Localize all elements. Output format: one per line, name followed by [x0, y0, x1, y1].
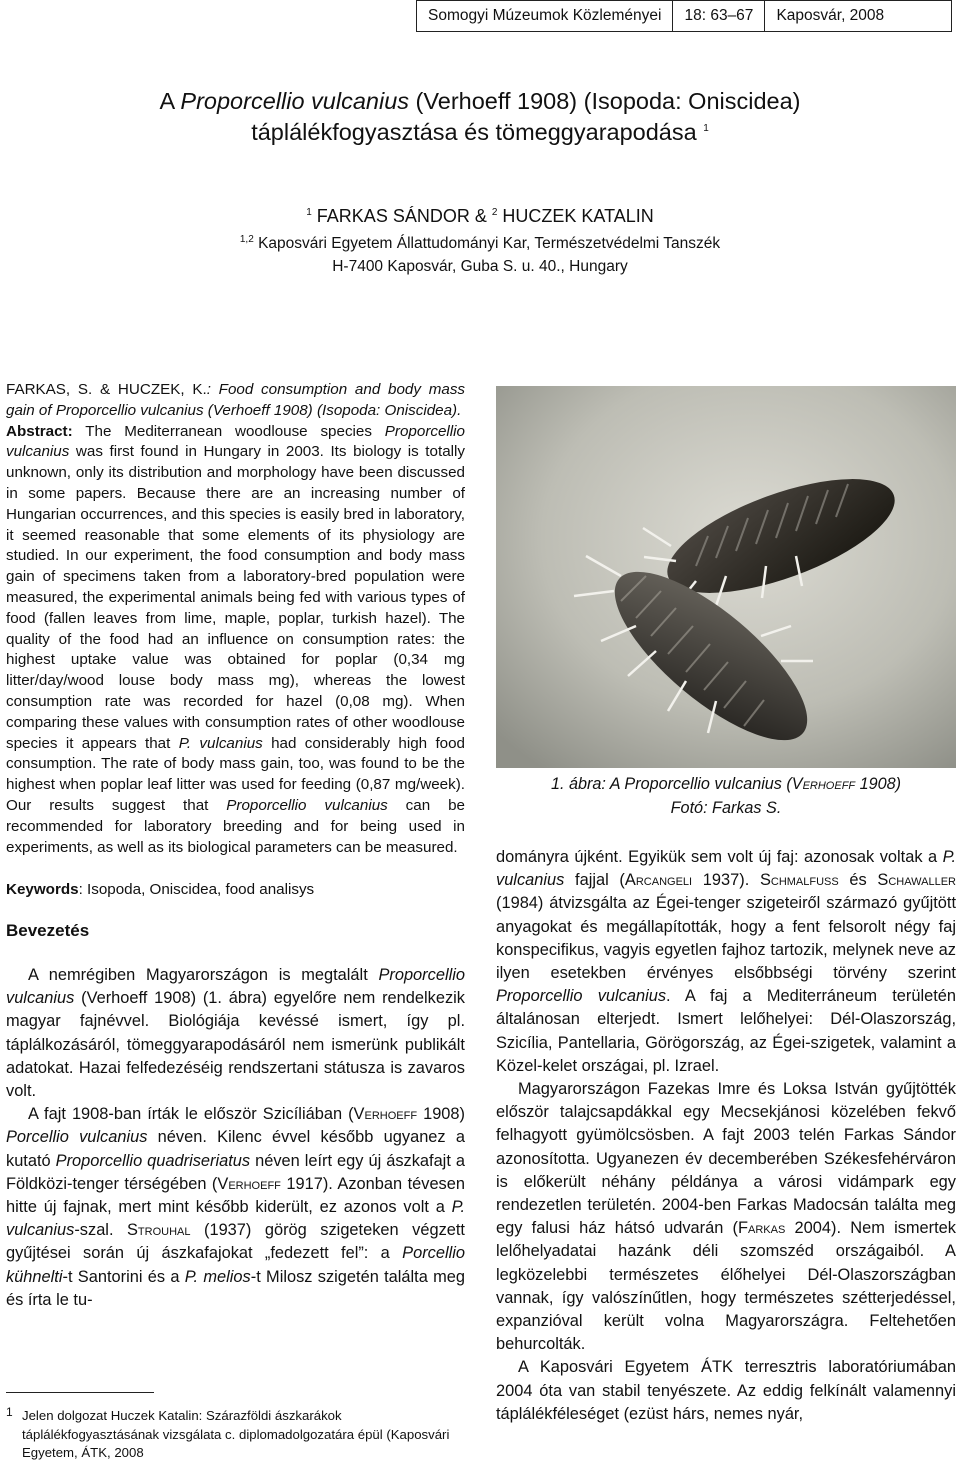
- author2-name: HUCZEK KATALIN: [502, 206, 654, 226]
- intro-p1-species: Proporcellio vulcanius: [6, 965, 465, 1008]
- figure-caption: [496, 772, 956, 820]
- intro-p2-species-3: P. vulcanius: [6, 1197, 465, 1240]
- right-p1-text-b: fajjal (: [564, 871, 625, 890]
- intro-p2-text-f: -szal.: [74, 1221, 127, 1240]
- right-p2-text-a: Magyarországon Fazekas Imre és Loksa István gyűjtötték először talajcsapdákkal egy Mecsekjánosi közelében fekvő felhagyott gyümölcsösben. A fajt 2003 telén Farkas Sándor azonosította. Ugyanezen év decemberében Székesfehérváron is előkerült néhány példánya a városi vidámpark egy rendezetlen területén. 2004-ben Farkas Madocsán találta meg egy falusi ház hátsó udvarán (: [496, 1080, 956, 1238]
- right-p1-text-e: (1984) átvizsgálta az Égei-tenger szigeteiről származó gyűjtött anyagokat és megállapították, hogy a fent felsorolt négy faj konspecifikus, vagyis egyetlen fajhoz tartozik, melynek neve az ilyen esetekben érvényes elsőbbségi törvény szerint: [496, 894, 956, 983]
- journal-volume: 18: 63–67: [672, 1, 764, 31]
- abstract-label: Abstract:: [6, 422, 73, 440]
- citation-title: : Food consumption and body mass gain of Proporcellio vulcanius (Verhoeff 1908) (Isopoda: Oniscidea).: [6, 381, 466, 419]
- right-p2-author: Farkas: [738, 1219, 786, 1238]
- author1-name: FARKAS SÁNDOR &: [316, 206, 492, 226]
- title-species: Proporcellio vulcanius: [180, 88, 410, 114]
- affiliation-line1: Kaposvári Egyetem Állattudományi Kar, Természetvédelmi Tanszék: [253, 235, 721, 252]
- authors: [60, 206, 900, 227]
- intro-p2-text-d: néven leírt egy új ászkafajt a Földközi-tenger térségében (: [6, 1151, 465, 1193]
- abstract-italic-3: Proporcellio vulcanius: [226, 796, 388, 814]
- right-p1-author-1: Arcangeli: [624, 871, 693, 890]
- intro-text: [6, 964, 465, 1312]
- affiliation: [60, 232, 900, 278]
- right-p1-text-d: és: [838, 871, 878, 890]
- abstract-text-4: can be recommended for laboratory breeding and for being used in experiments, as well as its biological parameters can be measured.: [6, 796, 465, 856]
- woodlouse-illustration: [496, 386, 956, 768]
- journal-name: Somogyi Múzeumok Közleményei: [428, 7, 662, 24]
- right-p2-text-b: 2004). Nem ismertek lelőhelyadatai hazánk déli szomszéd országaiból. A legközelebbi természetes élőhelyei Dél-Olaszországban vannak, így valószínűtlen, hogy természetes szétterjedéssel, expanzióval került volna Magyarországra. Feltehetően behurcolták.: [496, 1219, 956, 1354]
- title-footnote-mark: 1: [703, 123, 709, 135]
- intro-p2-species-4: Porcellio kühnelti: [6, 1244, 465, 1286]
- intro-paragraph-1: [6, 964, 465, 1103]
- intro-p2-text-c: néven. Kilenc évvel később ugyanez a kutató: [6, 1128, 465, 1170]
- author2-sup: 2: [491, 207, 498, 218]
- caption-author: Verhoeff: [791, 775, 856, 793]
- right-p1-species-1: P. vulcanius: [496, 848, 956, 890]
- title-line2: táplálékfogyasztása és tömeggyarapodása: [251, 119, 697, 145]
- abstract-text-3: had considerably high food consumption. The rate of body mass gain, too, was found to be the highest when poplar leaf litter was used for feeding (0,87 mg/week). Our results suggest that: [6, 734, 466, 814]
- right-p1-text-c: 1937).: [692, 871, 760, 890]
- left-column: [6, 380, 465, 1312]
- intro-p2-text-g: (1937) görög szigeteken végzett gyűjtései során új ászkafajokat „fedezett fel”: a: [6, 1221, 465, 1263]
- footnote-number: 1: [6, 1405, 13, 1419]
- abstract-italic-1: Proporcellio vulcanius: [6, 422, 465, 461]
- abstract-citation: [6, 380, 465, 422]
- keywords-text: : Isopoda, Oniscidea, food analisys: [78, 881, 315, 899]
- right-p1-author-3: Schawaller: [877, 871, 956, 890]
- intro-p2-text-h: -t Santorini és a: [62, 1267, 185, 1286]
- abstract-text-2: was first found in Hungary in 2003. Its biology is totally unknown, only its distribution and morphology have been discussed in some papers. Because there are an increasing number of Hungarian occurrences, and this species is easily bred in laboratory, it seemed reasonable that some elements of its physiology are studied. In our experiment, the food consumption and body mass gain of specimens taken from a laboratory-bred population were measured, the experimental animals being fed with various types of food (fallen leaves from lime, maple, poplar, turkish hazel). The quality of the food had an influence on consumption rates: the highest uptake value was obtained for poplar (0,34 mg litter/day/wood louse body mass mg), whereas the lowest consumption rate was recorded for hazel (0,08 mg). When comparing these values with consumption rates of other woodlouse species it appears that: [6, 443, 465, 752]
- right-paragraph-2: [496, 1078, 956, 1356]
- intro-p2-author-2: Verhoeff: [217, 1174, 281, 1193]
- intro-p2-species-5: P. melios: [184, 1267, 251, 1286]
- caption-text-b: 1908): [855, 775, 902, 793]
- intro-p2-species-2: Proporcellio quadriseriatus: [55, 1151, 251, 1170]
- abstract: [6, 422, 465, 859]
- right-paragraph-3: A Kaposvári Egyetem ÁTK terresztris laboratóriumában 2004 óta van stabil tenyészete. Az eddig felkínált valamennyi táplálékféleséget (ezüst hárs, nemes nyár,: [496, 1358, 956, 1423]
- right-p1-author-2: Schmalfuss: [759, 871, 839, 890]
- title-prefix: A: [159, 88, 181, 114]
- intro-p1-text-b: (Verhoeff 1908) (1. ábra) egyelőre nem rendelkezik magyar fajnévvel. Biológiája kevéssé ismert, így pl. táplálkozásáról, tömeggyarapodásáról nem ismerünk publikált adatokat. Hazai felfedezéséig rendszertani státusza is zavaros volt.: [6, 989, 465, 1100]
- footnote: [6, 1407, 465, 1463]
- intro-p2-species-1: Porcellio vulcanius: [6, 1128, 148, 1147]
- intro-p1-text-a: A nemrégiben Magyarországon is megtalált: [28, 965, 379, 984]
- right-p1-text-a: dományra újként. Egyikük sem volt új faj: azonosak voltak a: [496, 848, 943, 866]
- section-heading: Bevezetés: [6, 921, 90, 941]
- intro-p2-author-3: Strouhal: [127, 1221, 191, 1240]
- intro-p2-text-a: A fajt 1908-ban írták le először Szicíliában (: [28, 1105, 354, 1124]
- right-paragraph-1: [496, 846, 956, 1078]
- keywords: [6, 880, 465, 901]
- paper-title: [60, 86, 900, 148]
- journal-header: [416, 0, 952, 32]
- right-column: [496, 846, 956, 1426]
- footnote-text: Jelen dolgozat Huczek Katalin: Szárazföldi ászkarákok táplálékfogyasztásának vizsgálata c. diplomadolgozatára épül (Kaposvári Egyetem, ÁTK, 2008: [22, 1408, 450, 1460]
- caption-photo-credit: Fotó: Farkas S.: [670, 799, 782, 817]
- abstract-italic-2: P. vulcanius: [178, 734, 263, 752]
- intro-p2-text-e: 1917). Azonban tévesen hitte új fajnak, mert mint később kiderült, ez azonos volt a: [6, 1174, 465, 1216]
- right-p1-species-2: Proporcellio vulcanius: [496, 987, 667, 1006]
- intro-paragraph-2: [6, 1103, 465, 1312]
- footnote-divider: [6, 1392, 154, 1393]
- abstract-text-1: The Mediterranean woodlouse species: [72, 422, 385, 440]
- title-suffix: (Verhoeff 1908) (Isopoda: Oniscidea): [409, 88, 801, 114]
- intro-p2-text-j: -t Milosz szigetén találta meg és írta le tu-: [6, 1267, 465, 1309]
- keywords-label: Keywords: [6, 881, 79, 899]
- author1-sup: 1: [306, 207, 312, 218]
- journal-place-year: Kaposvár, 2008: [764, 1, 895, 31]
- woodlouse-photo: [496, 386, 956, 768]
- affiliation-sup: 1,2: [239, 233, 254, 245]
- caption-text-a: 1. ábra: A Proporcellio vulcanius (: [550, 775, 792, 793]
- intro-p2-text-b: 1908): [417, 1105, 465, 1124]
- affiliation-line2: H-7400 Kaposvár, Guba S. u. 40., Hungary: [332, 258, 628, 275]
- citation-authors: FARKAS, S. & HUCZEK, K.: [6, 381, 207, 398]
- right-p1-text-f: . A faj a Mediterráneum területén általánosan elterjedt. Ismert lelőhelyei: Dél-Olaszország, Szicília, Pantellaria, Görögország, az Égei-szigetek, valamint a Közel-kelet országai, pl. Izrael.: [496, 987, 956, 1075]
- intro-p2-author-1: Verhoeff: [353, 1105, 418, 1124]
